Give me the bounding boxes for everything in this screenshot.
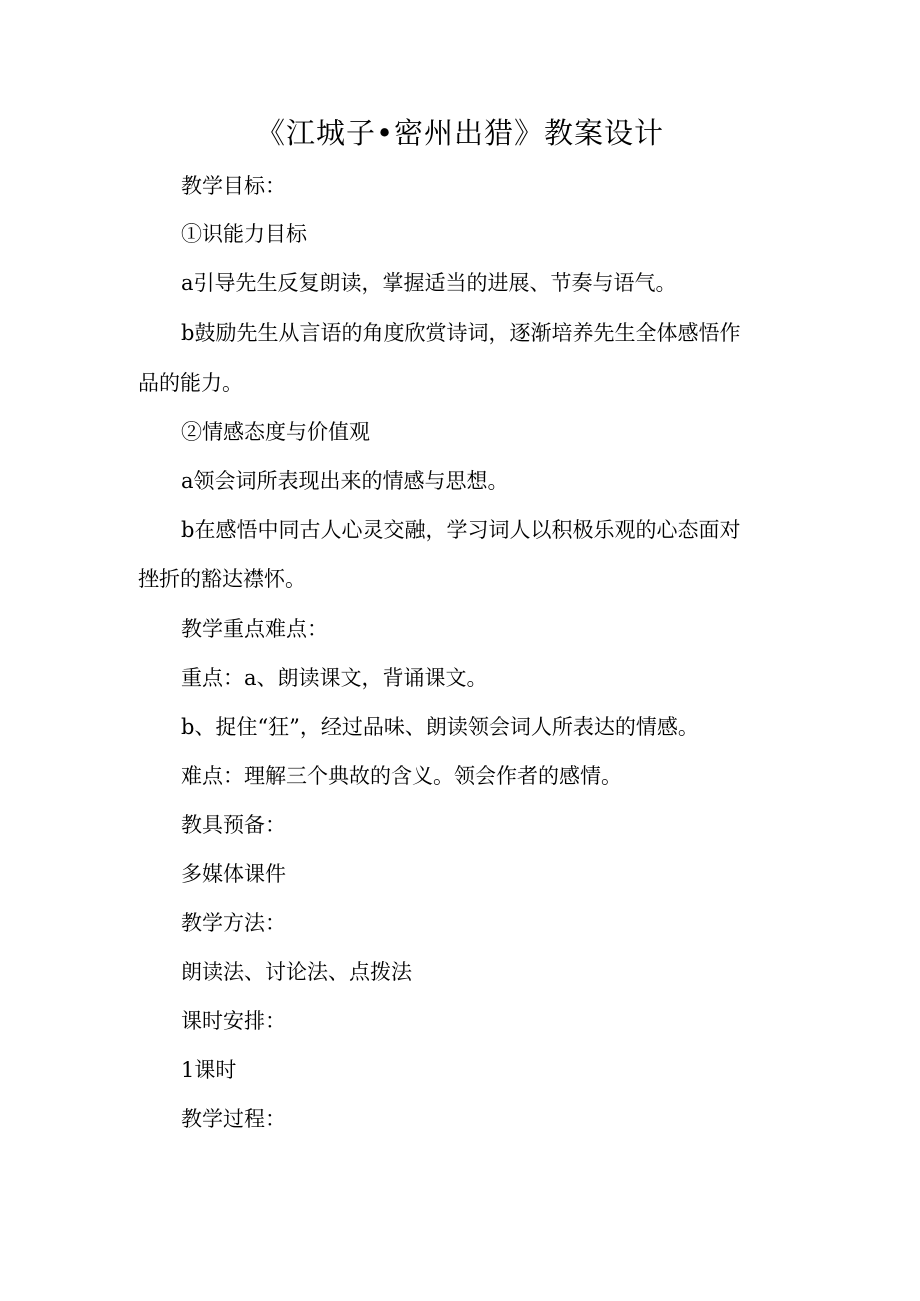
heading-schedule: 课时安排： [181,1009,286,1033]
paragraph-line: 难点：理解三个典故的含义。领会作者的感情。 [181,764,622,788]
paragraph-line: b鼓励先生从言语的角度欣赏诗词，逐渐培养先生全体感悟作 [181,321,741,345]
heading-teaching-process: 教学过程： [181,1107,286,1131]
heading-key-points: 教学重点难点： [181,617,328,641]
paragraph-line-continued: 挫折的豁达襟怀。 [138,567,306,591]
document-title: 《江城子•密州出猎》教案设计 [255,116,665,150]
paragraph-line: 重点：a、朗读课文，背诵课文。 [181,666,488,690]
subheading-ability-goals: ①识能力目标 [181,222,307,246]
paragraph-line-continued: 品的能力。 [138,371,243,395]
paragraph-line: b、捉住“狂”，经过品味、朗读领会词人所表达的情感。 [181,715,699,739]
heading-teaching-methods: 教学方法： [181,911,286,935]
paragraph-line: 朗读法、讨论法、点拨法 [181,960,412,984]
heading-teaching-goals: 教学目标： [181,174,286,198]
paragraph-line: a引导先生反复朗读，掌握适当的进展、节奏与语气。 [181,271,677,295]
paragraph-line: a领会词所表现出来的情感与思想。 [181,469,509,493]
subheading-emotion-values: ②情感态度与价值观 [181,420,370,444]
paragraph-line: 多媒体课件 [181,862,286,886]
heading-teaching-aids: 教具预备： [181,813,286,837]
paragraph-line: 1课时 [181,1058,237,1082]
paragraph-line: b在感悟中同古人心灵交融，学习词人以积极乐观的心态面对 [181,518,741,542]
